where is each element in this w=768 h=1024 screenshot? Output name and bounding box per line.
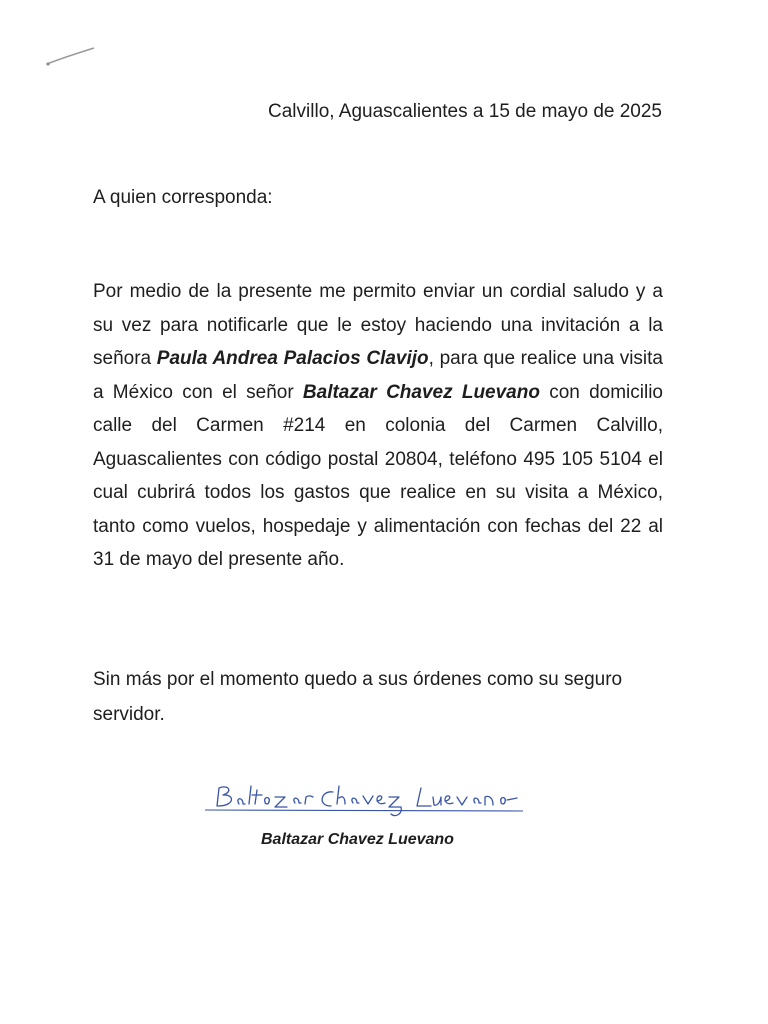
signer-name: Baltazar Chavez Luevano	[261, 831, 454, 848]
body-text-2: , para que realice una visita a México con el señor	[93, 348, 663, 403]
host-name: Baltazar Chavez Luevano	[302, 381, 540, 403]
body-text-3: con domicilio calle del Carmen #214 en colonia del Carmen Calvillo, Aguascalientes con código postal 20804, teléfono 495 105 5104 el cual cubrirá todos los gastos que realice en su visita a México, tanto como vuelos, hospedaje y alimentación con fechas del 22 al 31 de mayo del presente año.	[93, 381, 663, 570]
guest-name: Paula Andrea Palacios Clavijo	[156, 348, 429, 369]
salutation: A quien corresponda:	[93, 187, 273, 208]
date-line: Calvillo, Aguascalientes a 15 de mayo de 2025	[268, 101, 662, 122]
body-text-1: Por medio de la presente me permito enviar un cordial saludo y a su vez para notificarle que le estoy haciendo una invitación a la señora	[93, 281, 663, 369]
scan-mark	[44, 40, 100, 70]
closing-paragraph: Sin más por el momento quedo a sus órdenes como su seguro servidor.	[93, 669, 623, 725]
handwritten-signature	[205, 770, 535, 830]
body-paragraph	[93, 275, 663, 577]
